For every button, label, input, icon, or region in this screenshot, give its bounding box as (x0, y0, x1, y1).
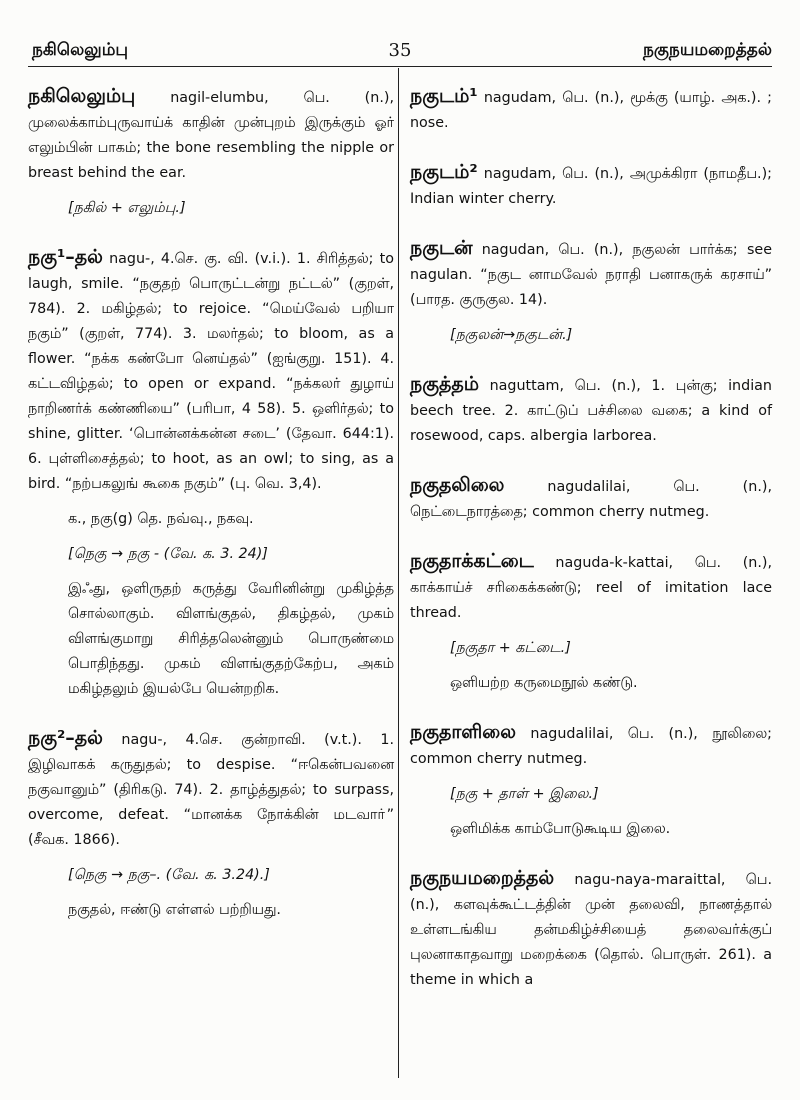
entry-etymology: [நகு + தாள் + இலை.] (450, 786, 599, 802)
running-head-left: நகிலெலும்பு (32, 40, 129, 60)
entry-body (410, 473, 772, 525)
dictionary-entry (410, 549, 772, 696)
entry-headword: நகுதாளிலை (410, 721, 517, 743)
dictionary-entry (410, 866, 772, 993)
entry-headword: நகு¹–தல் (28, 246, 103, 268)
entry-headword: நகுடம்² (410, 161, 478, 183)
entry-definition: nagu-, 4.செ. கு. வி. (v.i.). 1. சிரித்தல்; to laugh, smile. “நகுதற் பொருட்டன்று நட்டல்” (குறள், 784). 2. மகிழ்தல்; to rejoice. “மெய்வேல் பறியா நகும்” (குறள், 774). 3. மலர்தல்; to bloom, as a flower. “நக்க கண்போ னெய்தல்” (ஐங்குறு. 151). 4. கட்டவிழ்தல்; to open or expand. “நக்கலர் துழாய் நாறிணர்க் கண்ணியை” (பரிபா, 4 58). 5. ஒளிர்தல்; to shine, glitter. ‘பொன்னக்கன்ன சடை’ (தேவா. 644:1). 6. புள்ளிசைத்தல்; to hoot, as an owl; to sing, as a bird. “நற்பகலுங் கூகை நகும்” (பு. வெ. 3,4). (28, 251, 394, 492)
running-head-right: நகுநயமறைத்தல் (643, 40, 772, 60)
entry-headword: நகுடன் (410, 237, 473, 259)
entry-headword: நகுதலிலை (410, 474, 505, 496)
entry-etymology: [நகுலன்→நகுடன்.] (450, 327, 573, 343)
entry-headword: நகுடம்¹ (410, 85, 478, 107)
entry-definition: nagil-elumbu, பெ. (n.), முலைக்காம்புருவாய்க் காதின் முன்புறம் இருக்கும் ஓர் எலும்பின் பாகம்; the bone resembling the nipple or breast behind the ear. (28, 90, 394, 181)
dictionary-entry (28, 726, 394, 923)
dictionary-entry (410, 84, 772, 136)
entry-definition: naguttam, பெ. (n.), 1. புன்கு; indian beech tree. 2. காட்டுப் பச்சிலை வகை; a kind of rosewood, caps. albergia larborea. (410, 378, 772, 444)
entry-etymology: [நெகு → நகு–. (வே. க. 3.24).] (68, 867, 270, 883)
right-column (410, 84, 772, 1017)
entry-definition: nagudan, பெ. (n.), நகுலன் பார்க்க; see nagulan. “நகுட னாமவேல் நராதி பனாகருக் கரசாய்” (பாரத. குருகுல. 14). (410, 242, 772, 308)
entry-etymology: [நகுதா + கட்டை.] (450, 640, 571, 656)
entry-body (28, 726, 394, 853)
left-column (28, 84, 394, 947)
dictionary-entry (410, 160, 772, 212)
dictionary-entry (28, 84, 394, 221)
entry-body (410, 549, 772, 626)
entry-body (410, 236, 772, 313)
entry-definition: nagudam, பெ. (n.), அமுக்கிரா (நாமதீப.); Indian winter cherry. (410, 166, 772, 207)
entry-note: ஒளிமிக்க காம்போடுகூடிய இலை. (450, 821, 671, 837)
entry-headword: நகு²–தல் (28, 727, 103, 749)
entry-body (410, 866, 772, 993)
dictionary-entry (410, 720, 772, 842)
entry-definition: nagu-, 4.செ. குன்றாவி. (v.t.). 1. இழிவாகக் கருதுதல்; to despise. “ஈகென்பவனை நகுவானும்” (திரிகடு. 74). 2. தாழ்த்துதல்; to surpass, overcome, defeat. “மானக்க நோக்கின் மடவாா்” (சீவக. 1866). (28, 732, 394, 848)
column-divider (398, 68, 399, 1078)
header-rule (28, 66, 772, 67)
entry-headword: நகுநயமறைத்தல் (410, 867, 555, 889)
entry-definition: nagudalilai, பெ. (n.), நெட்டைநாரத்தை; common cherry nutmeg. (410, 479, 772, 520)
entry-definition: naguda-k-kattai, பெ. (n.), காக்காய்ச் சரிகைக்கண்டு; reel of imitation lace thread. (410, 555, 772, 621)
entry-body (28, 245, 394, 497)
entry-cognates: க., நகு(g) தெ. நவ்வு., நகவு. (68, 511, 254, 527)
entry-body (28, 84, 394, 186)
page-header (28, 30, 772, 60)
entry-headword: நகிலெலும்பு (28, 85, 136, 107)
page-number: 35 (388, 40, 412, 61)
entry-headword: நகுதாக்கட்டை (410, 550, 534, 572)
dictionary-entry (28, 245, 394, 702)
entry-etymology: [நகில் + எலும்பு.] (68, 200, 186, 216)
entry-body (410, 84, 772, 136)
entry-definition: nagu-naya-maraittal, பெ. (n.), களவுக்கூட்டத்தின் முன் தலைவி, நாணத்தால் உள்ளடங்கிய தன்மகிழ்ச்சியைத் தலைவர்க்குப் புலனாகாதவாறு மறைக்கை (தொல். பொருள். 261). a theme in which a (410, 872, 772, 988)
entry-note: ஒளியற்ற கருமைநூல் கண்டு. (450, 675, 638, 691)
entry-body (410, 160, 772, 212)
dictionary-entry (410, 236, 772, 348)
entry-body (410, 720, 772, 772)
entry-etymology: [நெகு → நகு - (வே. க. 3. 24)] (68, 546, 268, 562)
dictionary-entry (410, 473, 772, 525)
entry-body (410, 372, 772, 449)
entry-note: இஃது, ஒளிருதற் கருத்து வேரினின்று முகிழ்த்த சொல்லாகும். விளங்குதல், திகழ்தல், முகம் விளங்குமாறு சிரித்தலென்னும் பொருண்மை பொதிந்தது. முகம் விளங்குதற்கேற்ப, அகம் மகிழ்தலும் இயல்பே யென்றறிக. (68, 581, 394, 697)
entry-note: நகுதல், ஈண்டு எள்ளல் பற்றியது. (68, 902, 281, 918)
entry-definition: nagudalilai, பெ. (n.), நூலிலை; common cherry nutmeg. (410, 726, 772, 767)
entry-headword: நகுத்தம் (410, 373, 480, 395)
dictionary-entry (410, 372, 772, 449)
entry-definition: nagudam, பெ. (n.), மூக்கு (யாழ். அக.). ; nose. (410, 90, 772, 131)
